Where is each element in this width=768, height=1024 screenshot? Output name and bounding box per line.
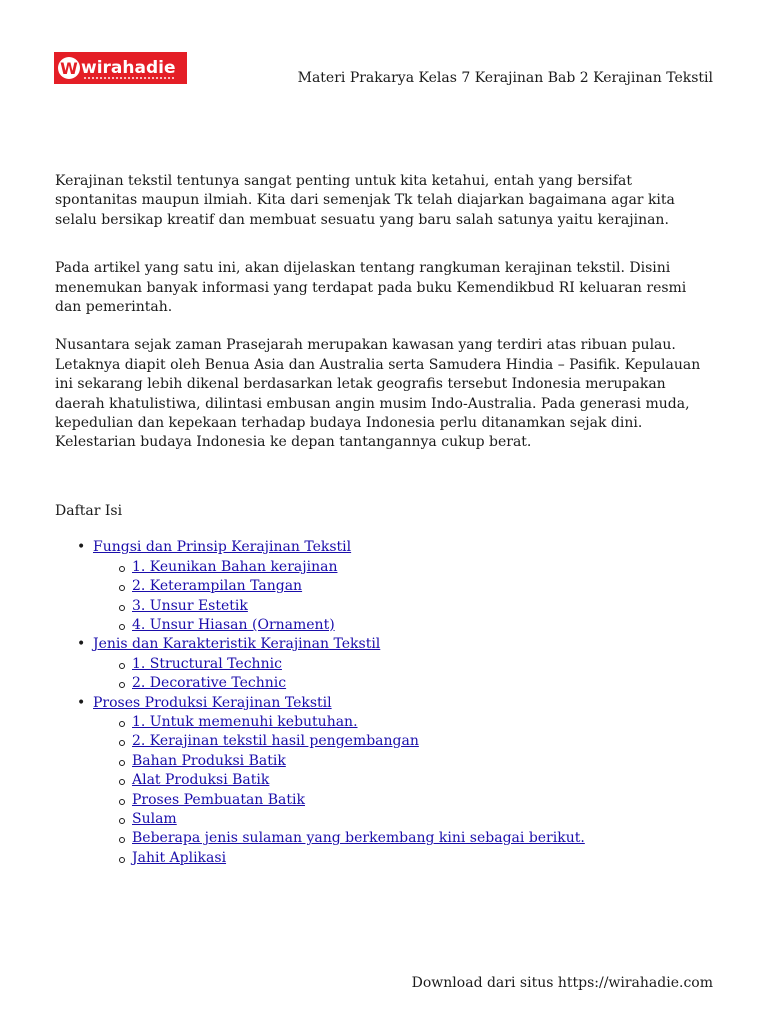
toc-subitem bbox=[93, 655, 715, 674]
toc-link-jenis-sulaman[interactable]: Beberapa jenis sulaman yang berkembang kini sebagai berikut. bbox=[132, 830, 585, 847]
toc-subitem bbox=[93, 616, 715, 635]
toc-section bbox=[55, 538, 715, 635]
toc-link-unsur-estetik[interactable]: 3. Unsur Estetik bbox=[132, 597, 248, 614]
toc-link-hasil-pengembangan[interactable]: 2. Kerajinan tekstil hasil pengembangan bbox=[132, 733, 419, 750]
toc-subitem bbox=[93, 732, 715, 751]
paragraph-nusantara: Nusantara sejak zaman Prasejarah merupakan kawasan yang terdiri atas ribuan pulau. Letaknya diapit oleh Benua Asia dan Australia serta Samudera Hindia – Pasifik. Kepulauan ini sekarang lebih dikenal berdasarkan letak geografis tersebut Indonesia merupakan daerah khatulistiwa, dilintasi embusan angin musim Indo-Australia. Pada generasi muda, kepedulian dan kepekaan terhadap budaya Indonesia perlu ditanamkan sejak dini. Kelestarian budaya Indonesia ke depan tantangannya cukup berat. bbox=[55, 337, 701, 451]
toc-link-proses-produksi[interactable]: Proses Produksi Kerajinan Tekstil bbox=[93, 694, 332, 711]
toc-subitem bbox=[93, 577, 715, 596]
toc-sublist bbox=[93, 558, 715, 636]
toc-link-proses-pembuatan-batik[interactable]: Proses Pembuatan Batik bbox=[132, 791, 305, 808]
toc-link-keterampilan-tangan[interactable]: 2. Keterampilan Tangan bbox=[132, 578, 303, 595]
paragraph-article: Pada artikel yang satu ini, akan dijelaskan tentang rangkuman kerajinan tekstil. Disini menemukan banyak informasi yang terdapat pada buku Kemendikbud RI keluaran resmi dan pemerintah. bbox=[55, 260, 687, 316]
toc-link-structural-technic[interactable]: 1. Structural Technic bbox=[132, 655, 282, 672]
logo-text: wirahadie bbox=[81, 57, 176, 78]
paragraph-intro: Kerajinan tekstil tentunya sangat penting untuk kita ketahui, entah yang bersifat spontanitas maupun ilmiah. Kita dari semenjak Tk telah diajarkan bagaimana agar kita selalu bersikap kreatif dan membuat sesuatu yang baru salah satunya yaitu kerajinan. bbox=[55, 173, 675, 228]
toc-section bbox=[55, 694, 715, 869]
toc-subitem bbox=[93, 791, 715, 810]
toc-link-fungsi-prinsip[interactable]: Fungsi dan Prinsip Kerajinan Tekstil bbox=[93, 539, 352, 556]
toc-subitem bbox=[93, 810, 715, 829]
toc-link-jahit-aplikasi[interactable]: Jahit Aplikasi bbox=[132, 849, 227, 866]
toc-link-keunikan-bahan[interactable]: 1. Keunikan Bahan kerajinan bbox=[132, 558, 338, 575]
footer-download-text: Download dari situs https://wirahadie.com bbox=[411, 975, 713, 991]
toc-subitem bbox=[93, 752, 715, 771]
toc-link-bahan-produksi-batik[interactable]: Bahan Produksi Batik bbox=[132, 752, 286, 769]
table-of-contents bbox=[55, 538, 715, 868]
logo-mark: W bbox=[58, 57, 80, 79]
toc-link-jenis-karakteristik[interactable]: Jenis dan Karakteristik Kerajinan Tekstil bbox=[93, 636, 381, 653]
toc-subitem bbox=[93, 597, 715, 616]
page-title: Materi Prakarya Kelas 7 Kerajinan Bab 2 Kerajinan Tekstil bbox=[297, 70, 713, 86]
toc-section bbox=[55, 635, 715, 693]
toc-link-sulam[interactable]: Sulam bbox=[132, 810, 177, 827]
article-body bbox=[55, 172, 715, 868]
toc-subitem bbox=[93, 558, 715, 577]
toc-link-unsur-hiasan[interactable]: 4. Unsur Hiasan (Ornament) bbox=[132, 616, 335, 633]
toc-subitem bbox=[93, 771, 715, 790]
toc-sublist bbox=[93, 655, 715, 694]
toc-subitem bbox=[93, 849, 715, 868]
toc-subitem bbox=[93, 713, 715, 732]
logo-tagline-dots bbox=[84, 77, 174, 81]
toc-subitem bbox=[93, 829, 715, 848]
toc-link-memenuhi-kebutuhan[interactable]: 1. Untuk memenuhi kebutuhan. bbox=[132, 713, 358, 730]
toc-sublist bbox=[93, 713, 715, 868]
toc-link-decorative-technic[interactable]: 2. Decorative Technic bbox=[132, 675, 287, 692]
toc-subitem bbox=[93, 674, 715, 693]
toc-link-alat-produksi-batik[interactable]: Alat Produksi Batik bbox=[132, 772, 270, 789]
site-logo bbox=[54, 52, 187, 84]
toc-title: Daftar Isi bbox=[55, 502, 123, 519]
